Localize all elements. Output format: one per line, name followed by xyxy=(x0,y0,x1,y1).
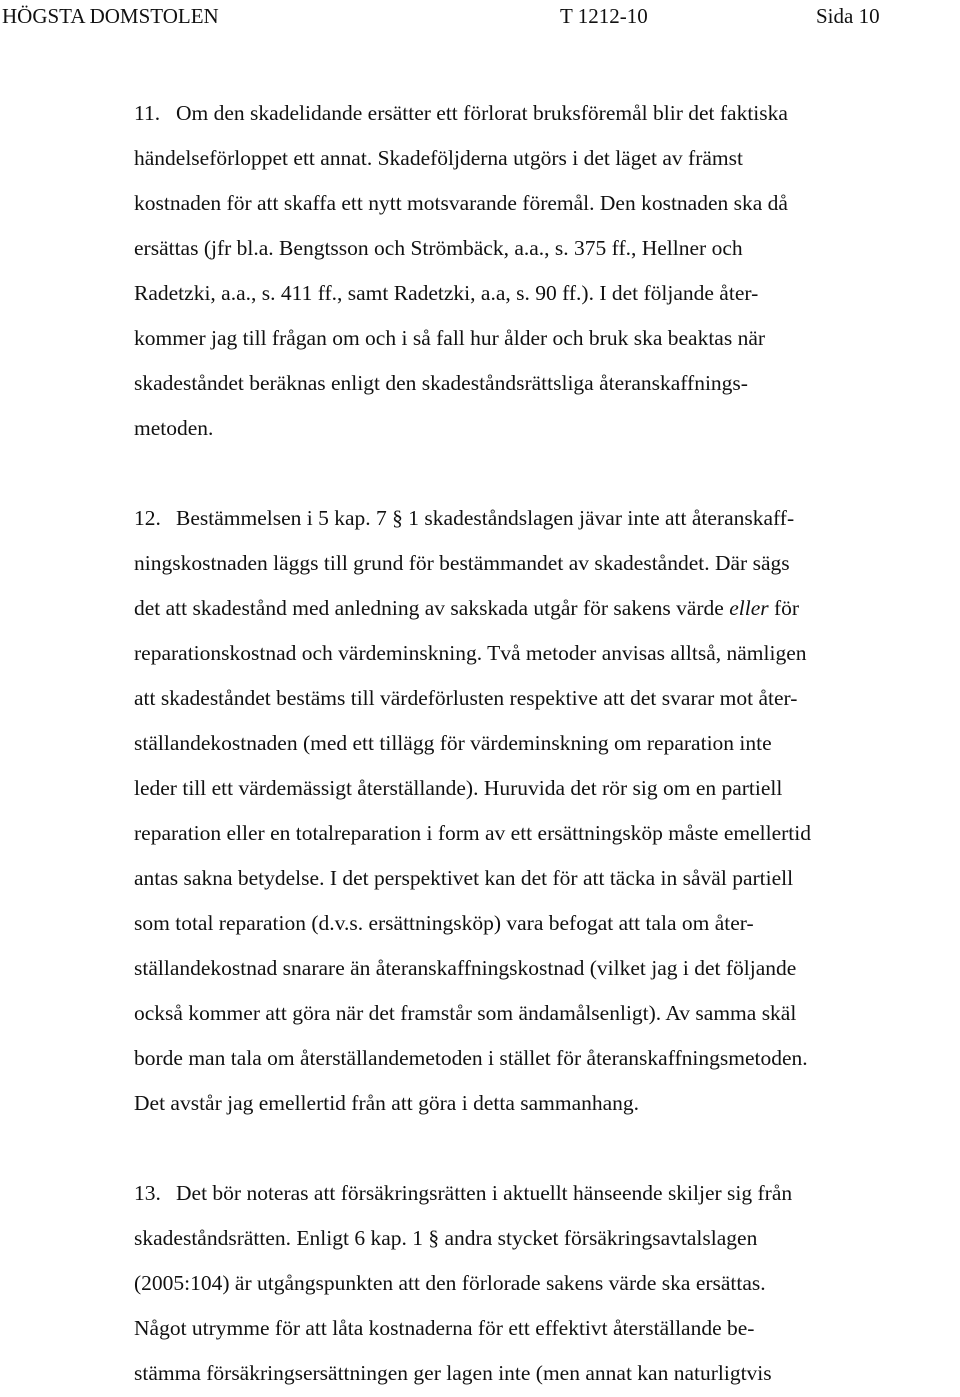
paragraph-12-line-1: 12. Bestämmelsen i 5 kap. 7 § 1 skadeståndslagen jävar inte att återanskaff- xyxy=(134,503,794,533)
paragraph-12-line: att skadeståndet bestäms till värdeförlusten respektive att det svarar mot åter- xyxy=(134,686,798,710)
paragraph-13-line: stämma försäkringsersättningen ger lagen inte (men annat kan naturligtvis xyxy=(134,1361,772,1385)
paragraph-11-line: Radetzki, a.a., s. 411 ff., samt Radetzki, a.a, s. 90 ff.). I det följande åter- xyxy=(134,281,759,305)
paragraph-11-line-1: 11. Om den skadelidande ersätter ett förlorat bruksföremål blir det faktiska xyxy=(134,98,788,128)
paragraph-11-line: kommer jag till frågan om och i så fall hur ålder och bruk ska beaktas när xyxy=(134,326,766,350)
paragraph-13-line-1: 13. Det bör noteras att försäkringsrätten i aktuellt hänseende skiljer sig från xyxy=(134,1178,792,1208)
paragraph-12-line: ställandekostnad snarare än återanskaffningskostnad (vilket jag i det följande xyxy=(134,956,797,980)
paragraph-11-line: ersättas (jfr bl.a. Bengtsson och Strömbäck, a.a., s. 375 ff., Hellner och xyxy=(134,236,743,260)
paragraph-12-line: Det avstår jag emellertid från att göra i detta sammanhang. xyxy=(134,1091,640,1115)
page-header xyxy=(0,0,960,40)
paragraph-13-line: (2005:104) är utgångspunkten att den förlorade sakens värde ska ersättas. xyxy=(134,1271,766,1295)
paragraph-12-line: som total reparation (d.v.s. ersättningsköp) vara befogat att tala om åter- xyxy=(134,911,754,935)
paragraph-12-line: ningskostnaden läggs till grund för bestämmandet av skadeståndet. Där sägs xyxy=(134,551,790,575)
paragraph-12-line: leder till ett värdemässigt återställande). Huruvida det rör sig om en partiell xyxy=(134,776,783,800)
paragraph-12-line: det att skadestånd med anledning av sakskada utgår för sakens värde eller för xyxy=(134,596,800,620)
page-number: Sida 10 xyxy=(816,4,880,28)
paragraph-12-line: reparation eller en totalreparation i form av ett ersättningsköp måste emellertid xyxy=(134,821,811,845)
court-name: HÖGSTA DOMSTOLEN xyxy=(2,4,219,28)
paragraph-11-line: kostnaden för att skaffa ett nytt motsvarande föremål. Den kostnaden ska då xyxy=(134,191,788,215)
paragraph-13-line: skadeståndsrätten. Enligt 6 kap. 1 § andra stycket försäkringsavtalslagen xyxy=(134,1226,758,1250)
paragraph-number: 12. xyxy=(134,506,161,530)
paragraph-12-line: reparationskostnad och värdeminskning. Två metoder anvisas alltså, nämligen xyxy=(134,641,807,665)
paragraph-12-line: ställandekostnaden (med ett tillägg för värdeminskning om reparation inte xyxy=(134,731,772,755)
paragraph-11-line: händelseförloppet ett annat. Skadeföljderna utgörs i det läget av främst xyxy=(134,146,743,170)
paragraph-13-line: Något utrymme för att låta kostnaderna för ett effektivt återställande be- xyxy=(134,1316,755,1340)
paragraph-12-line: också kommer att göra när det framstår som ändamålsenligt). Av samma skäl xyxy=(134,1001,797,1025)
paragraph-12-line: antas sakna betydelse. I det perspektivet kan det för att täcka in såväl partiell xyxy=(134,866,794,890)
paragraph-number: 13. xyxy=(134,1181,161,1205)
paragraph-number: 11. xyxy=(134,101,161,125)
emphasis-text: eller xyxy=(729,596,769,620)
case-number: T 1212-10 xyxy=(560,4,648,28)
paragraph-11-line: metoden. xyxy=(134,416,214,440)
paragraph-11-line: skadeståndet beräknas enligt den skadeståndsrättsliga återanskaffnings- xyxy=(134,371,748,395)
paragraph-12-line: borde man tala om återställandemetoden i stället för återanskaffningsmetoden. xyxy=(134,1046,808,1070)
